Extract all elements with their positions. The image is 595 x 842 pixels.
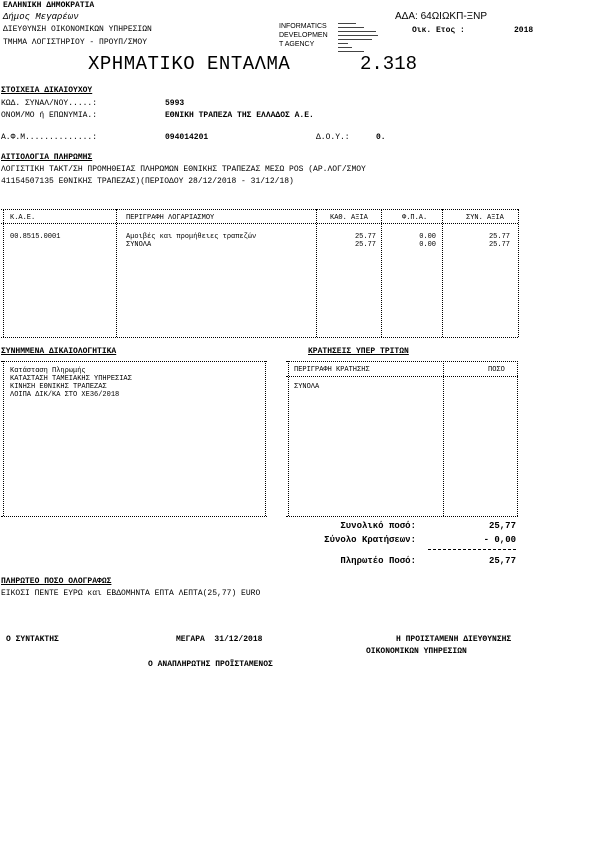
total-amount-value: 25,77 — [488, 521, 516, 531]
row-vat: 0.00 — [419, 233, 436, 241]
document-item: Κατάσταση Πληρωμής — [10, 367, 86, 375]
director-signature-line-1: Η ΠΡΟΙΣΤΑΜΕΝΗ ΔΙΕΥΘΥΝΣΗΣ — [396, 635, 512, 644]
col-header-vat: Φ.Π.Α. — [402, 214, 428, 222]
documents-heading: ΣΥΝΗΜΜΕΝΑ ΔΙΚΑΙΟΛΟΓΗΤΙΚΑ — [1, 347, 117, 356]
row-total-value: 25.77 — [488, 241, 510, 249]
col-header-description: ΠΕΡΙΓΡΑΦΗ ΛΟΓΑΡΙΑΣΜΟΥ — [126, 214, 215, 222]
amount-words-heading: ΠΛΗΡΩΤΕΟ ΠΟΣΟ ΟΛΟΓΡΑΦΩΣ — [1, 577, 112, 586]
withholdings-col-description: ΠΕΡΙΓΡΑΦΗ ΚΡΑΤΗΣΗΣ — [294, 366, 370, 374]
withholdings-heading: ΚΡΑΤΗΣΕΙΣ ΥΠΕΡ ΤΡΙΤΩΝ — [308, 347, 409, 356]
header-line-2: Δήμος Μεγαρέων — [3, 12, 79, 22]
logo-fine-print-icon — [338, 22, 380, 56]
row-kae: 00.8515.0001 — [10, 233, 61, 241]
deputy-signature-label: Ο ΑΝΑΠΛΗΡΩΤΗΣ ΠΡΟΪΣΤΑΜΕΝΟΣ — [148, 660, 273, 669]
justification-line-1: ΛΟΓΙΣΤΙΚΗ ΤΑΚΤ/ΣΗ ΠΡΟΜΗΘΕΙΑΣ ΠΛΗΡΩΜΩΝ ΕΘΝΙΚΗΣ ΤΡΑΠΕΖΑΣ ΜΕΣΩ POS (ΑΡ.ΛΟΓ/ΣΜΟΥ — [1, 165, 366, 174]
row-total-value: 25.77 — [488, 233, 510, 241]
col-header-net-value: ΚΑΘ. ΑΞΙΑ — [330, 214, 368, 222]
header-line-4: ΤΜΗΜΑ ΛΟΓΙΣΤΗΡΙΟΥ - ΠΡΟΥΠ/ΣΜΟΥ — [3, 38, 148, 47]
col-header-total-value: ΣΥΝ. ΑΞΙΑ — [466, 214, 504, 222]
beneficiary-afm-label: Α.Φ.Μ..............: — [1, 133, 98, 142]
fiscal-year-value: 2018 — [514, 26, 534, 35]
withheld-total-label: Σύνολο Κρατήσεων: — [324, 535, 416, 545]
withholdings-col-amount: ΠΟΣΟ — [488, 366, 505, 374]
director-signature-line-2: ΟΙΚΟΝΟΜΙΚΩΝ ΥΠΗΡΕΣΙΩΝ — [366, 647, 467, 656]
ada-code: ΑΔΑ: 64ΩΙΩΚΠ-ΞΝΡ — [395, 11, 488, 22]
logo-text-2: DEVELOPMEN — [279, 32, 328, 39]
beneficiary-afm-value: 094014201 — [165, 133, 209, 142]
justification-heading: ΑΙΤΙΟΛΟΓΙΑ ΠΛΗΡΩΜΗΣ — [1, 153, 93, 162]
row-vat: 0.00 — [419, 241, 436, 249]
row-net-value: 25.77 — [354, 241, 376, 249]
beneficiary-name-label: ΟΝΟΜ/ΜΟ ή ΕΠΩΝΥΜΙΑ.: — [1, 111, 98, 120]
payable-amount-label: Πληρωτέο Ποσό: — [340, 556, 416, 566]
logo-text-1: INFORMATICS — [279, 23, 327, 30]
beneficiary-heading: ΣΤΟΙΧΕΙΑ ΔΙΚΑΙΟΥΧΟΥ — [1, 86, 93, 95]
payable-amount-value: 25,77 — [488, 556, 516, 566]
withholdings-total-label: ΣΥΝΟΛΑ — [294, 383, 320, 391]
document-item: ΚΑΤΑΣΤΑΣΗ ΤΑΜΕΙΑΚΗΣ ΥΠΗΡΕΣΙΑΣ — [10, 375, 132, 383]
col-header-kae: Κ.Α.Ε. — [10, 214, 36, 222]
row-net-value: 25.77 — [354, 233, 376, 241]
fiscal-year-label: Οικ. Ετος : — [412, 26, 465, 35]
place-date: ΜΕΓΑΡΑ 31/12/2018 — [176, 635, 263, 644]
totals-divider — [428, 549, 516, 550]
withheld-total-value: - 0,00 — [483, 535, 516, 545]
header-line-1: ΕΛΛΗΝΙΚΗ ΔΗΜΟΚΡΑΤΙΑ — [3, 1, 95, 10]
beneficiary-code-label: ΚΩΔ. ΣΥΝΑΛ/ΝΟΥ.....: — [1, 99, 98, 108]
header-line-3: ΔΙΕΥΘΥΝΣΗ ΟΙΚΟΝΟΜΙΚΩΝ ΥΠΗΡΕΣΙΩΝ — [3, 25, 152, 34]
amount-words-text: ΕΙΚΟΣΙ ΠΕΝΤΕ ΕΥΡΩ και ΕΒΔΟΜΗΝΤΑ ΕΠΤΑ ΛΕΠΤΑ(25,77) EURO — [1, 589, 261, 598]
justification-line-2: 41154507135 ΕΘΝΙΚΗΣ ΤΡΑΠΕΖΑΣ)(ΠΕΡΙΟΔΟΥ 28/12/2018 - 31/12/18) — [1, 177, 294, 186]
beneficiary-doy-label: Δ.Ο.Υ.: — [316, 133, 350, 142]
order-number: 2.318 — [360, 53, 418, 75]
author-signature-label: Ο ΣΥΝΤΑΚΤΗΣ — [6, 635, 59, 644]
row-description: ΣΥΝΟΛΑ — [126, 241, 152, 249]
total-amount-label: Συνολικό ποσό: — [340, 521, 416, 531]
logo-text-3: T AGENCY — [279, 41, 315, 48]
agency-logo — [279, 22, 383, 56]
beneficiary-code-value: 5993 — [165, 99, 185, 108]
beneficiary-doy-value: 0. — [376, 133, 386, 142]
page-title: ΧΡΗΜΑΤΙΚΟ ΕΝΤΑΛΜΑ — [88, 53, 291, 75]
document-item: ΚΙΝΗΣΗ ΕΘΝΙΚΗΣ ΤΡΑΠΕΖΑΣ — [10, 383, 107, 391]
row-description: Αμοιβές και προμήθειες τραπεζών — [126, 233, 257, 241]
document-item: ΛΟΙΠΑ ΔΙΚ/ΚΑ ΣΤΟ ΧΕ36/2018 — [10, 391, 120, 399]
beneficiary-name-value: ΕΘΝΙΚΗ ΤΡΑΠΕΖΑ ΤΗΣ ΕΛΛΑΔΟΣ Α.Ε. — [165, 111, 314, 120]
